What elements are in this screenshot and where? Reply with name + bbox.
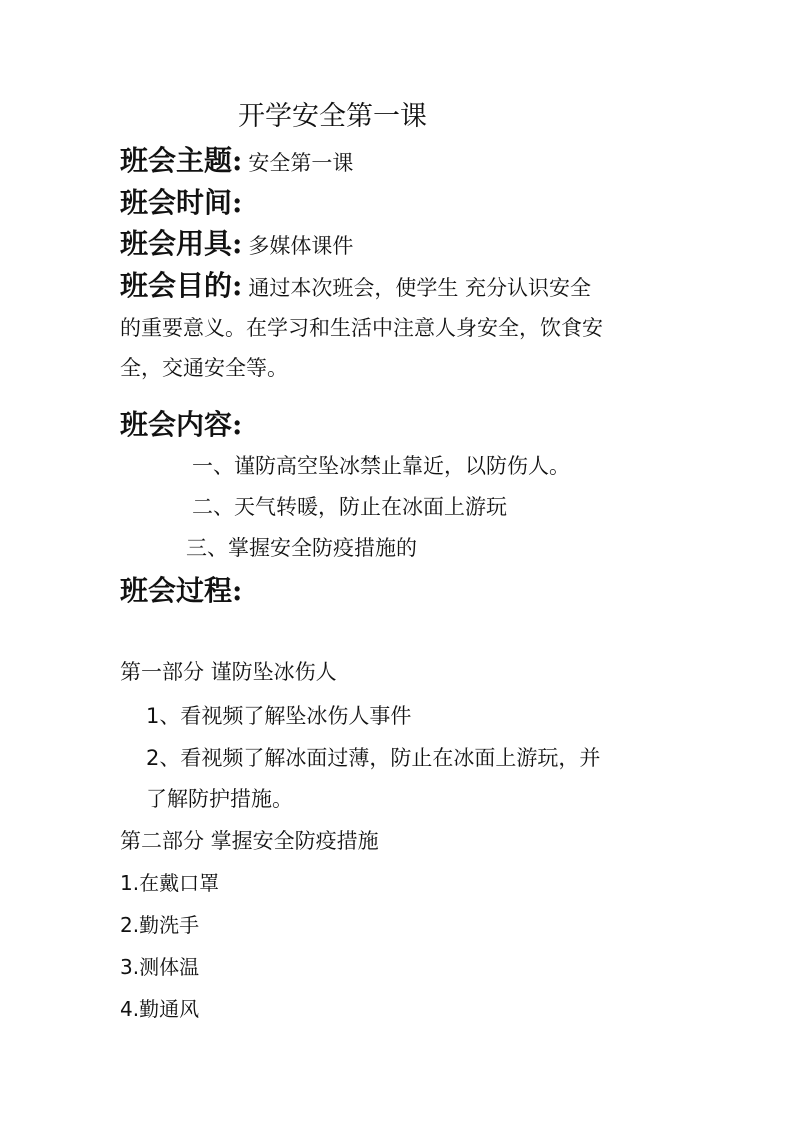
measure-2: 2.勤洗手 — [120, 913, 200, 937]
time-label: 班会时间: — [120, 186, 243, 219]
theme-value: 安全第一课 — [248, 151, 354, 175]
measure-1: 1.在戴口罩 — [120, 871, 220, 895]
part1-item-1: 1、看视频了解坠冰伤人事件 — [146, 704, 412, 728]
part2-title: 第二部分 掌握安全防疫措施 — [120, 829, 379, 853]
purpose-label: 班会目的: — [120, 269, 243, 302]
part1-item-2-line-2: 了解防护措施。 — [146, 787, 293, 811]
content-item-3: 三、掌握安全防疫措施的 — [186, 536, 417, 560]
content-heading: 班会内容: — [120, 408, 243, 441]
part1-title: 第一部分 谨防坠冰伤人 — [120, 660, 337, 684]
content-item-1: 一、谨防高空坠冰禁止靠近，以防伤人。 — [192, 454, 570, 478]
part1-item-2-line-1: 2、看视频了解冰面过薄，防止在冰面上游玩，并 — [146, 746, 601, 770]
purpose-row — [120, 269, 592, 302]
tools-value: 多媒体课件 — [248, 234, 354, 258]
time-row — [120, 186, 243, 219]
purpose-line-1: 通过本次班会，使学生 充分认识安全 — [248, 276, 592, 300]
measure-3: 3.测体温 — [120, 955, 200, 979]
document-title: 开学安全第一课 — [238, 101, 427, 132]
purpose-line-2: 的重要意义。在学习和生活中注意人身安全，饮食安 — [120, 316, 603, 340]
tools-label: 班会用具: — [120, 227, 243, 260]
theme-label: 班会主题: — [120, 144, 243, 177]
measure-4: 4.勤通风 — [120, 997, 200, 1021]
process-heading: 班会过程: — [120, 574, 243, 607]
theme-row — [120, 144, 354, 177]
purpose-line-3: 全，交通安全等。 — [120, 356, 288, 380]
content-item-2: 二、天气转暖，防止在冰面上游玩 — [192, 495, 507, 519]
tools-row — [120, 227, 354, 260]
